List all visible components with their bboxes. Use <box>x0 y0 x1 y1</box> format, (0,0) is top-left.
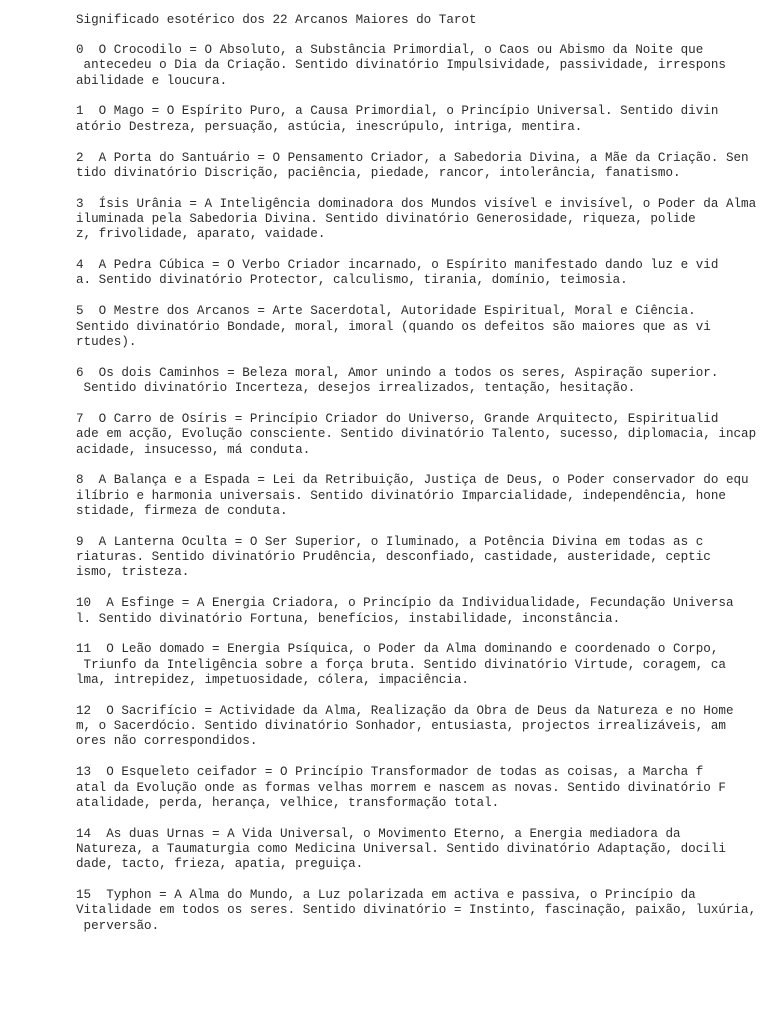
entry-text-line: atal da Evolução onde as formas velhas morrem e nascem as novas. Sentido divinatório F <box>76 780 726 795</box>
entry-text-line: 11 O Leão domado = Energia Psíquica, o Poder da Alma dominando e coordenado o Corpo, <box>76 642 719 657</box>
arcanum-entry <box>76 43 766 89</box>
entry-text-line: 8 A Balança e a Espada = Lei da Retribuição, Justiça de Deus, o Poder conservador do equ <box>76 473 749 488</box>
entry-text-line: 12 O Sacrifício = Actividade da Alma, Realização da Obra de Deus da Natureza e no Home <box>76 703 734 718</box>
entry-text-line: a. Sentido divinatório Protector, calculismo, tirania, domínio, teimosia. <box>76 273 628 288</box>
entry-text-line: rtudes). <box>76 334 137 349</box>
arcanum-entry <box>76 888 766 934</box>
entry-text-line: atalidade, perda, herança, velhice, transformação total. <box>76 795 500 810</box>
entry-text-line: Sentido divinatório Bondade, moral, imoral (quando os defeitos são maiores que as vi <box>76 319 711 334</box>
entry-text-line: Natureza, a Taumaturgia como Medicina Universal. Sentido divinatório Adaptação, docili <box>76 842 726 856</box>
entry-text-line: 14 As duas Urnas = A Vida Universal, o Movimento Eterno, a Energia mediadora da <box>76 826 681 841</box>
entry-text-line: tido divinatório Discrição, paciência, piedade, rancor, intolerância, fanatismo. <box>76 165 681 180</box>
entry-text-line: 3 Ísis Urânia = A Inteligência dominadora dos Mundos visível e invisível, o Poder da Alma <box>76 196 757 211</box>
arcanum-entry <box>76 535 766 581</box>
entry-text-line: dade, tacto, frieza, apatia, preguiça. <box>76 857 364 872</box>
entry-text-line: ores não correspondidos. <box>76 734 258 749</box>
entry-text-line: 5 O Mestre dos Arcanos = Arte Sacerdotal, Autoridade Espiritual, Moral e Ciência. <box>76 304 696 319</box>
entry-text-line: 13 O Esqueleto ceifador = O Princípio Transformador de todas as coisas, a Marcha f <box>76 765 704 780</box>
entry-text-line: acidade, insucesso, má conduta. <box>76 442 311 457</box>
entry-text-line: Triunfo da Inteligência sobre a força bruta. Sentido divinatório Virtude, coragem, ca <box>76 657 726 672</box>
entry-text-line: Sentido divinatório Incerteza, desejos irrealizados, tentação, hesitação. <box>76 381 636 396</box>
entry-text-line: 6 Os dois Caminhos = Beleza moral, Amor unindo a todos os seres, Aspiração superior. <box>76 365 719 380</box>
arcanum-entry <box>76 258 766 289</box>
arcanum-entry <box>76 473 766 519</box>
entry-text-line: riaturas. Sentido divinatório Prudência, desconfiado, castidade, austeridade, ceptic <box>76 550 711 565</box>
entry-text-line: abilidade e loucura. <box>76 73 228 88</box>
arcanum-entry <box>76 151 766 182</box>
entry-text-line: perversão. <box>76 918 160 933</box>
arcana-list <box>76 43 766 950</box>
entry-text-line: z, frivolidade, aparato, vaidade. <box>76 227 326 242</box>
entry-text-line: iluminada pela Sabedoria Divina. Sentido divinatório Generosidade, riqueza, polide <box>76 212 696 227</box>
entry-text-line: atório Destreza, persuação, astúcia, inescrúpulo, intriga, mentira. <box>76 119 583 134</box>
entry-text-line: 7 O Carro de Osíris = Princípio Criador do Universo, Grande Arquitecto, Espiritualid <box>76 411 719 426</box>
entry-text-line: antecedeu o Dia da Criação. Sentido divinatório Impulsividade, passividade, irrespons <box>76 58 726 73</box>
entry-text-line: l. Sentido divinatório Fortuna, benefícios, instabilidade, inconstância. <box>76 611 621 626</box>
arcanum-entry <box>76 596 766 627</box>
entry-text-line: ade em acção, Evolução consciente. Sentido divinatório Talento, sucesso, diplomacia, incap <box>76 427 757 442</box>
arcanum-entry <box>76 412 766 458</box>
entry-text-line: 15 Typhon = A Alma do Mundo, a Luz polarizada em activa e passiva, o Princípio da <box>76 888 696 903</box>
entry-text-line: Vitalidade em todos os seres. Sentido divinatório = Instinto, fascinação, paixão, luxúria, <box>76 903 757 918</box>
entry-text-line: 10 A Esfinge = A Energia Criadora, o Princípio da Individualidade, Fecundação Universa <box>76 596 734 611</box>
arcanum-entry <box>76 304 766 350</box>
entry-text-line: 4 A Pedra Cúbica = O Verbo Criador incarnado, o Espírito manifestado dando luz e vid <box>76 258 719 273</box>
arcanum-entry <box>76 642 766 688</box>
document-title: Significado esotérico dos 22 Arcanos Maiores do Tarot <box>76 13 477 27</box>
entry-text-line: 1 O Mago = O Espírito Puro, a Causa Primordial, o Princípio Universal. Sentido divin <box>76 104 719 119</box>
entry-text-line: ilíbrio e harmonia universais. Sentido divinatório Imparcialidade, independência, hone <box>76 488 726 503</box>
arcanum-entry <box>76 366 766 397</box>
entry-text-line: 9 A Lanterna Oculta = O Ser Superior, o Iluminado, a Potência Divina em todas as c <box>76 534 704 549</box>
arcanum-entry <box>76 104 766 135</box>
arcanum-entry <box>76 704 766 750</box>
arcanum-entry <box>76 197 766 243</box>
entry-text-line: 0 O Crocodilo = O Absoluto, a Substância Primordial, o Caos ou Abismo da Noite que <box>76 43 704 57</box>
entry-text-line: ismo, tristeza. <box>76 565 190 580</box>
arcanum-entry <box>76 827 766 873</box>
entry-text-line: lma, intrepidez, impetuosidade, cólera, impaciência. <box>76 672 469 687</box>
entry-text-line: 2 A Porta do Santuário = O Pensamento Criador, a Sabedoria Divina, a Mãe da Criação. Sen <box>76 150 749 165</box>
entry-text-line: m, o Sacerdócio. Sentido divinatório Sonhador, entusiasta, projectos irrealizáveis, am <box>76 719 726 734</box>
arcanum-entry <box>76 765 766 811</box>
entry-text-line: stidade, firmeza de conduta. <box>76 503 288 518</box>
